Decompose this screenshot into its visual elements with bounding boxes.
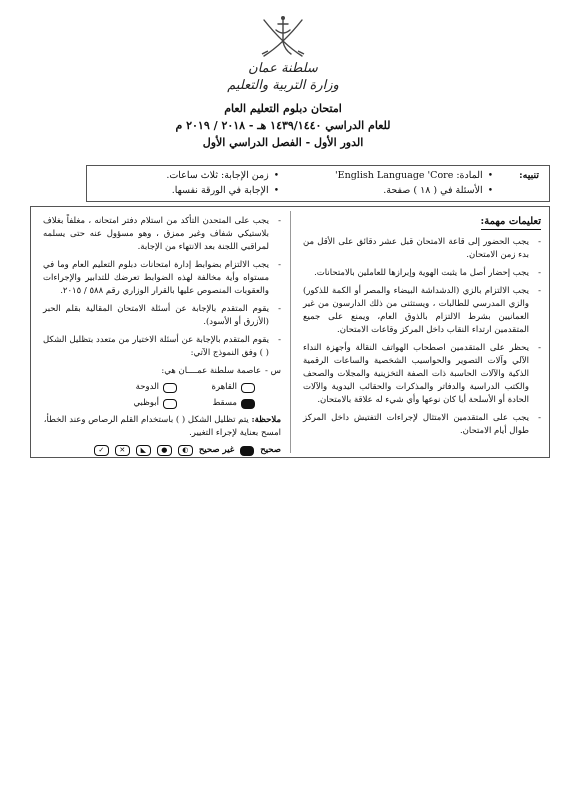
sultanate-name: سلطنة عمان: [248, 61, 318, 76]
answer-location-line: •الإجابة في الورقة نفسها.: [171, 185, 279, 196]
sample-option: القاهرة: [185, 381, 255, 394]
exam-titles: [140, 100, 426, 151]
oman-emblem-icon: [258, 14, 308, 60]
instructions-left-column: [43, 215, 281, 457]
note-label: ملاحظة:: [251, 415, 281, 425]
note-text: يتم تظليل الشكل ( ) باستخدام القلم الرصاص وعند الخطأ، امسح بعناية لإجراء التغيير.: [43, 415, 281, 438]
correct-bubble-icon: [240, 446, 254, 456]
empty-bubble-icon: [163, 399, 177, 409]
instructions-box: [30, 206, 550, 458]
sample-question-text: عاصمة سلطنة عمــــان هي:: [161, 366, 262, 376]
pencil-note: [43, 414, 281, 440]
empty-bubble-icon: [241, 383, 255, 393]
subject-line: •المادة: English Language 'Core': [335, 170, 493, 181]
sample-option: أبوظبي: [107, 397, 177, 410]
incorrect-label: غير صحيح: [198, 445, 235, 455]
exam-session: الدور الأول - الفصل الدراسي الأول: [202, 136, 364, 149]
tanbih-label: تنبيه:: [519, 170, 539, 181]
time-line: •زمن الإجابة: ثلاث ساعات.: [166, 170, 279, 181]
left-rules-list: [43, 215, 281, 360]
right-rules-list: [303, 236, 541, 438]
rule-item: - يحظر على المتقدمين اصطحاب الهواتف النقالة وأجهزة النداء الآلي وآلات التصوير والحواسيب الشخصية والساعات الرقمية الذكية والآلات الحاسبة ذات الصفة التخزينية والمجلات والصحف والكتب الدراسية والدفاتر والمذكرات والحقائب اليدوية والآلات الحادة أو الأسلحة أيا كان نوعها وأي شيء له علاقة بالامتحان.: [303, 342, 541, 407]
check-bubble-icon: ✓: [94, 445, 109, 456]
rule-item: - يقوم المتقدم بالإجابة عن أسئلة الاختيار من متعدد بتظليل الشكل ( ) وفق النموذج الآتي:: [43, 334, 281, 360]
column-divider: [290, 211, 291, 453]
sample-options: [43, 381, 255, 410]
filled-bubble-icon: [241, 399, 255, 409]
rule-item: - يجب على المتقدمين الامتثال لإجراءات التفتيش داخل المركز طوال أيام الامتحان.: [303, 412, 541, 438]
sample-option: مسقط: [185, 397, 255, 410]
exam-info-box: [86, 165, 550, 202]
rule-item: - يجب الالتزام بضوابط إدارة امتحانات دبلوم التعليم العام وما في مستواه وأية مخالفة لهذه الضوابط تعرضك للتدابير والإجراءات والعقوبات المنصوص عليها بالقرار الوزاري رقم ٥٨٨ / ٢٠١٥.: [43, 259, 281, 298]
empty-bubble-icon: [163, 383, 177, 393]
shading-examples: [43, 444, 281, 457]
rule-item: - يجب الالتزام بالزي (الدشداشة البيضاء والمصر أو الكمة للذكور) والزي المدرسي للطالبات ، ويستثنى من ذلك الدارسون من غير العمانيين بشرط الالتزام بالذوق العام، ويمنع على جميع المتقدمين ارتداء النقاب داخل المركز وقاعات الامتحان.: [303, 285, 541, 337]
instructions-right-column: [303, 215, 541, 443]
sample-question: [43, 365, 281, 378]
exam-title: امتحان دبلوم التعليم العام: [224, 102, 342, 115]
sample-question-label: س -: [265, 366, 281, 376]
ministry-name: وزارة التربية والتعليم: [227, 78, 339, 93]
cross-bubble-icon: ✕: [115, 445, 130, 456]
instructions-heading: تعليمات مهمة:: [481, 215, 541, 230]
rule-item: - يجب إحضار أصل ما يثبت الهوية وإبرازها للعاملين بالامتحانات.: [303, 267, 541, 280]
half-bubble-icon: ◐: [178, 445, 193, 456]
sample-option: الدوحة: [107, 381, 177, 394]
academic-year: للعام الدراسي ١٤٣٩/١٤٤٠ هـ - ٢٠١٨ / ٢٠١٩ م: [175, 119, 391, 132]
corner-bubble-icon: ◣: [136, 445, 151, 456]
rule-item: - يجب على المتحدن التأكد من استلام دفتر امتحانه ، مغلفاً بغلاف بلاستيكي شفاف وغير ممزق ، وهو مسؤول عنه حتى يسلمه لمراقبي اللجنة بعد الانتهاء من الإجابة.: [43, 215, 281, 254]
pages-line: •الأسئلة في ( ١٨ ) صفحة.: [383, 185, 493, 196]
correct-label: صحيح: [260, 445, 281, 455]
rule-item: - يجب الحضور إلى قاعة الامتحان قبل عشر دقائق على الأقل من بدء زمن الامتحان.: [303, 236, 541, 262]
rule-item: - يقوم المتقدم بالإجابة عن أسئلة الامتحان المقالية بقلم الحبر (الأزرق أو الأسود).: [43, 303, 281, 329]
ministry-calligraphy: [220, 60, 346, 94]
dot-bubble-icon: ●: [157, 445, 172, 456]
